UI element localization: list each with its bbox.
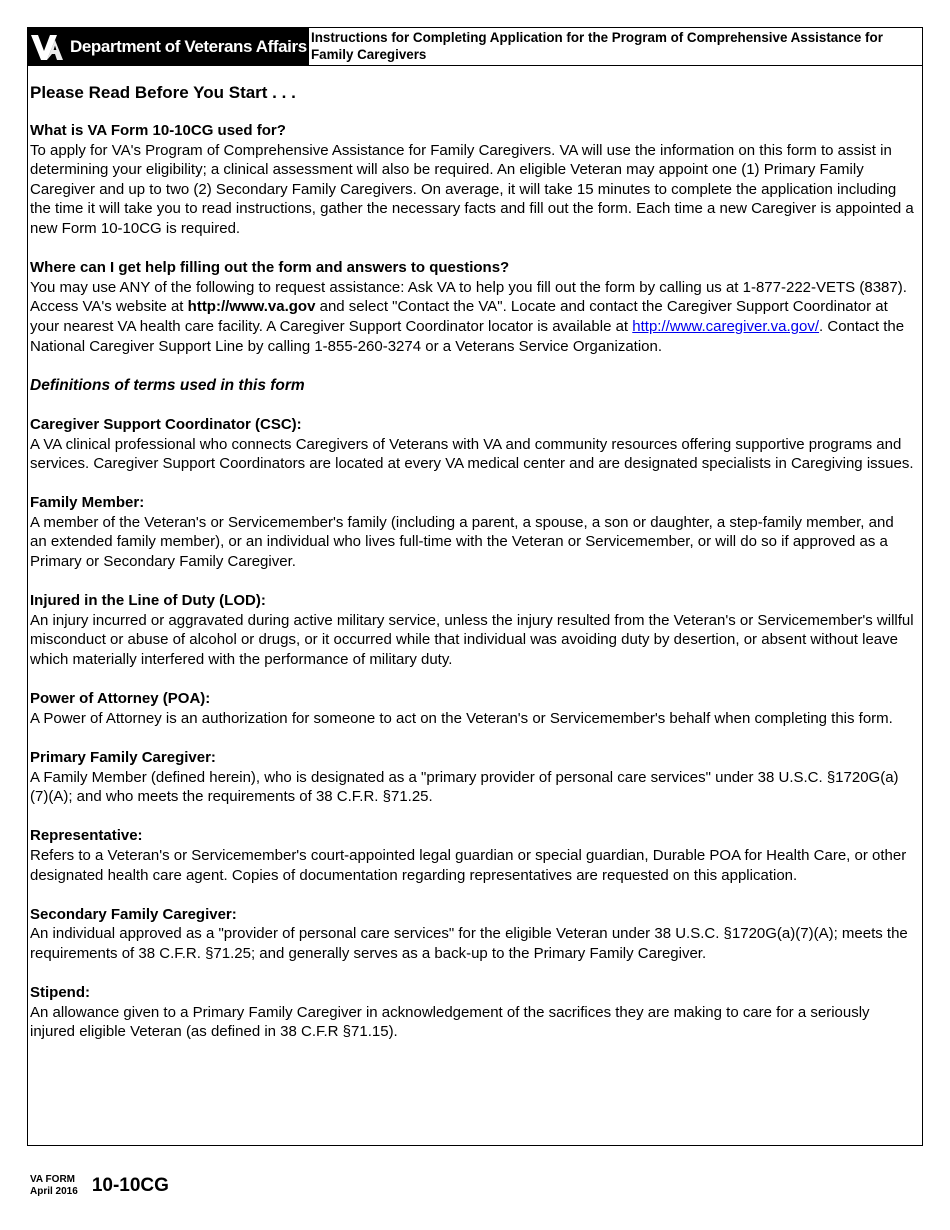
- va-logo-icon: [30, 32, 64, 62]
- help-text-part1: You may use ANY of the following to request assistance: Ask VA to help you fill out the form by calling us at 1-877-222-VETS (8387). Access VA's website at: [30, 278, 907, 316]
- purpose-title: What is VA Form 10-10CG used for?: [30, 122, 286, 139]
- form-label-block: [30, 1174, 78, 1198]
- form-header: [27, 27, 923, 66]
- form-label: VA FORM: [30, 1174, 75, 1185]
- purpose-body: To apply for VA's Program of Comprehensive Assistance for Family Caregivers. VA will use the information on this form to assist in determining your eligibility; a clinical assessment will also be required. An eligible Veteran may appoint one (1) Primary Family Caregiver and up to two (2) Secondary Family Caregivers. On average, it will take 15 minutes to complete the application including the time it will take you to read instructions, gather the necessary facts and fill out the form. Each time a new Caregiver is appointed a new Form 10-10CG is required.: [30, 141, 914, 237]
- va-website-text: http://www.va.gov: [187, 298, 316, 316]
- page-title: Please Read Before You Start . . .: [30, 83, 296, 102]
- definition-term: Caregiver Support Coordinator (CSC):: [30, 415, 302, 433]
- definition-text: A member of the Veteran's or Servicemember's family (including a parent, a spouse, a son or daughter, a step-family member, and an extended family member), or an individual who lives full-time with the Veteran or Servicemember, or will do so if approved as a Primary or Secondary Family Caregiver.: [30, 513, 894, 571]
- definition-text: An allowance given to a Primary Family Caregiver in acknowledgement of the sacrifices they are making to care for a seriously injured eligible Veteran (as defined in 38 C.F.R §71.15).: [30, 1003, 870, 1041]
- form-instructions-title: Instructions for Completing Application for the Program of Comprehensive Assistance for Family Caregivers: [311, 30, 883, 62]
- form-number: 10-10CG: [91, 1175, 169, 1196]
- definitions-heading: Definitions of terms used in this form: [30, 376, 305, 394]
- form-date: April 2016: [30, 1186, 78, 1197]
- definition-text: A Power of Attorney is an authorization for someone to act on the Veteran's or Servicemember's behalf when completing this form.: [30, 709, 893, 727]
- definition-text: An individual approved as a "provider of personal care services" for the eligible Veteran under 38 U.S.C. §1720G(a)(7)(A); meets the requirements of 38 C.F.R. §71.25; and generally serves as a back-up to the Primary Family Caregiver.: [30, 925, 908, 962]
- definition-text: A Family Member (defined herein), who is designated as a "primary provider of personal care services" under 38 U.S.C. §1720G(a)(7)(A); and who meets the requirements of 38 C.F.R. §71.25.: [30, 768, 899, 806]
- form-footer: [30, 1174, 169, 1198]
- definition-text: A VA clinical professional who connects Caregivers of Veterans with VA and community resources offering supportive programs and services. Caregiver Support Coordinators are located at every VA medical center and are designated specialists in Caregiving issues.: [30, 435, 914, 473]
- help-title: Where can I get help filling out the form and answers to questions?: [30, 259, 510, 277]
- department-name: Department of Veterans Affairs: [70, 36, 307, 56]
- definition-text: An injury incurred or aggravated during active military service, unless the injury resulted from the Veteran's or Servicemember's willful misconduct or abuse of alcohol or drugs, or it occurred while that individual was avoiding duty by desertion, or absent without leave which materially interfered with the performance of military duty.: [30, 611, 914, 669]
- help-text-part2: and select "Contact the VA". Locate and contact the Caregiver Support Coordinator at your nearest VA health care facility. A Caregiver Support Coordinator locator is available at: [30, 298, 888, 335]
- help-text-part3: . Contact the National Caregiver Support Line by calling 1-855-260-3274 or a Veterans Service Organization.: [30, 317, 905, 355]
- definition-term: Injured in the Line of Duty (LOD):: [30, 592, 266, 610]
- definition-text: Refers to a Veteran's or Servicemember's court-appointed legal guardian or special guardian, Durable POA for Health Care, or other designated health care agent. Copies of documentation regarding representatives are requested on this application.: [30, 846, 907, 884]
- department-brand: [28, 28, 309, 65]
- definition-term: Secondary Family Caregiver:: [30, 905, 237, 923]
- definition-term: Power of Attorney (POA):: [30, 690, 211, 708]
- caregiver-website-link[interactable]: http://www.caregiver.va.gov/: [632, 317, 820, 335]
- definition-term: Stipend:: [30, 984, 90, 1002]
- help-body: [30, 278, 914, 356]
- definition-term: Family Member:: [30, 494, 145, 512]
- definition-term: Primary Family Caregiver:: [30, 749, 216, 766]
- instructions-body: [27, 65, 923, 1146]
- definition-term: Representative:: [30, 827, 143, 845]
- definitions-list: [30, 415, 914, 1042]
